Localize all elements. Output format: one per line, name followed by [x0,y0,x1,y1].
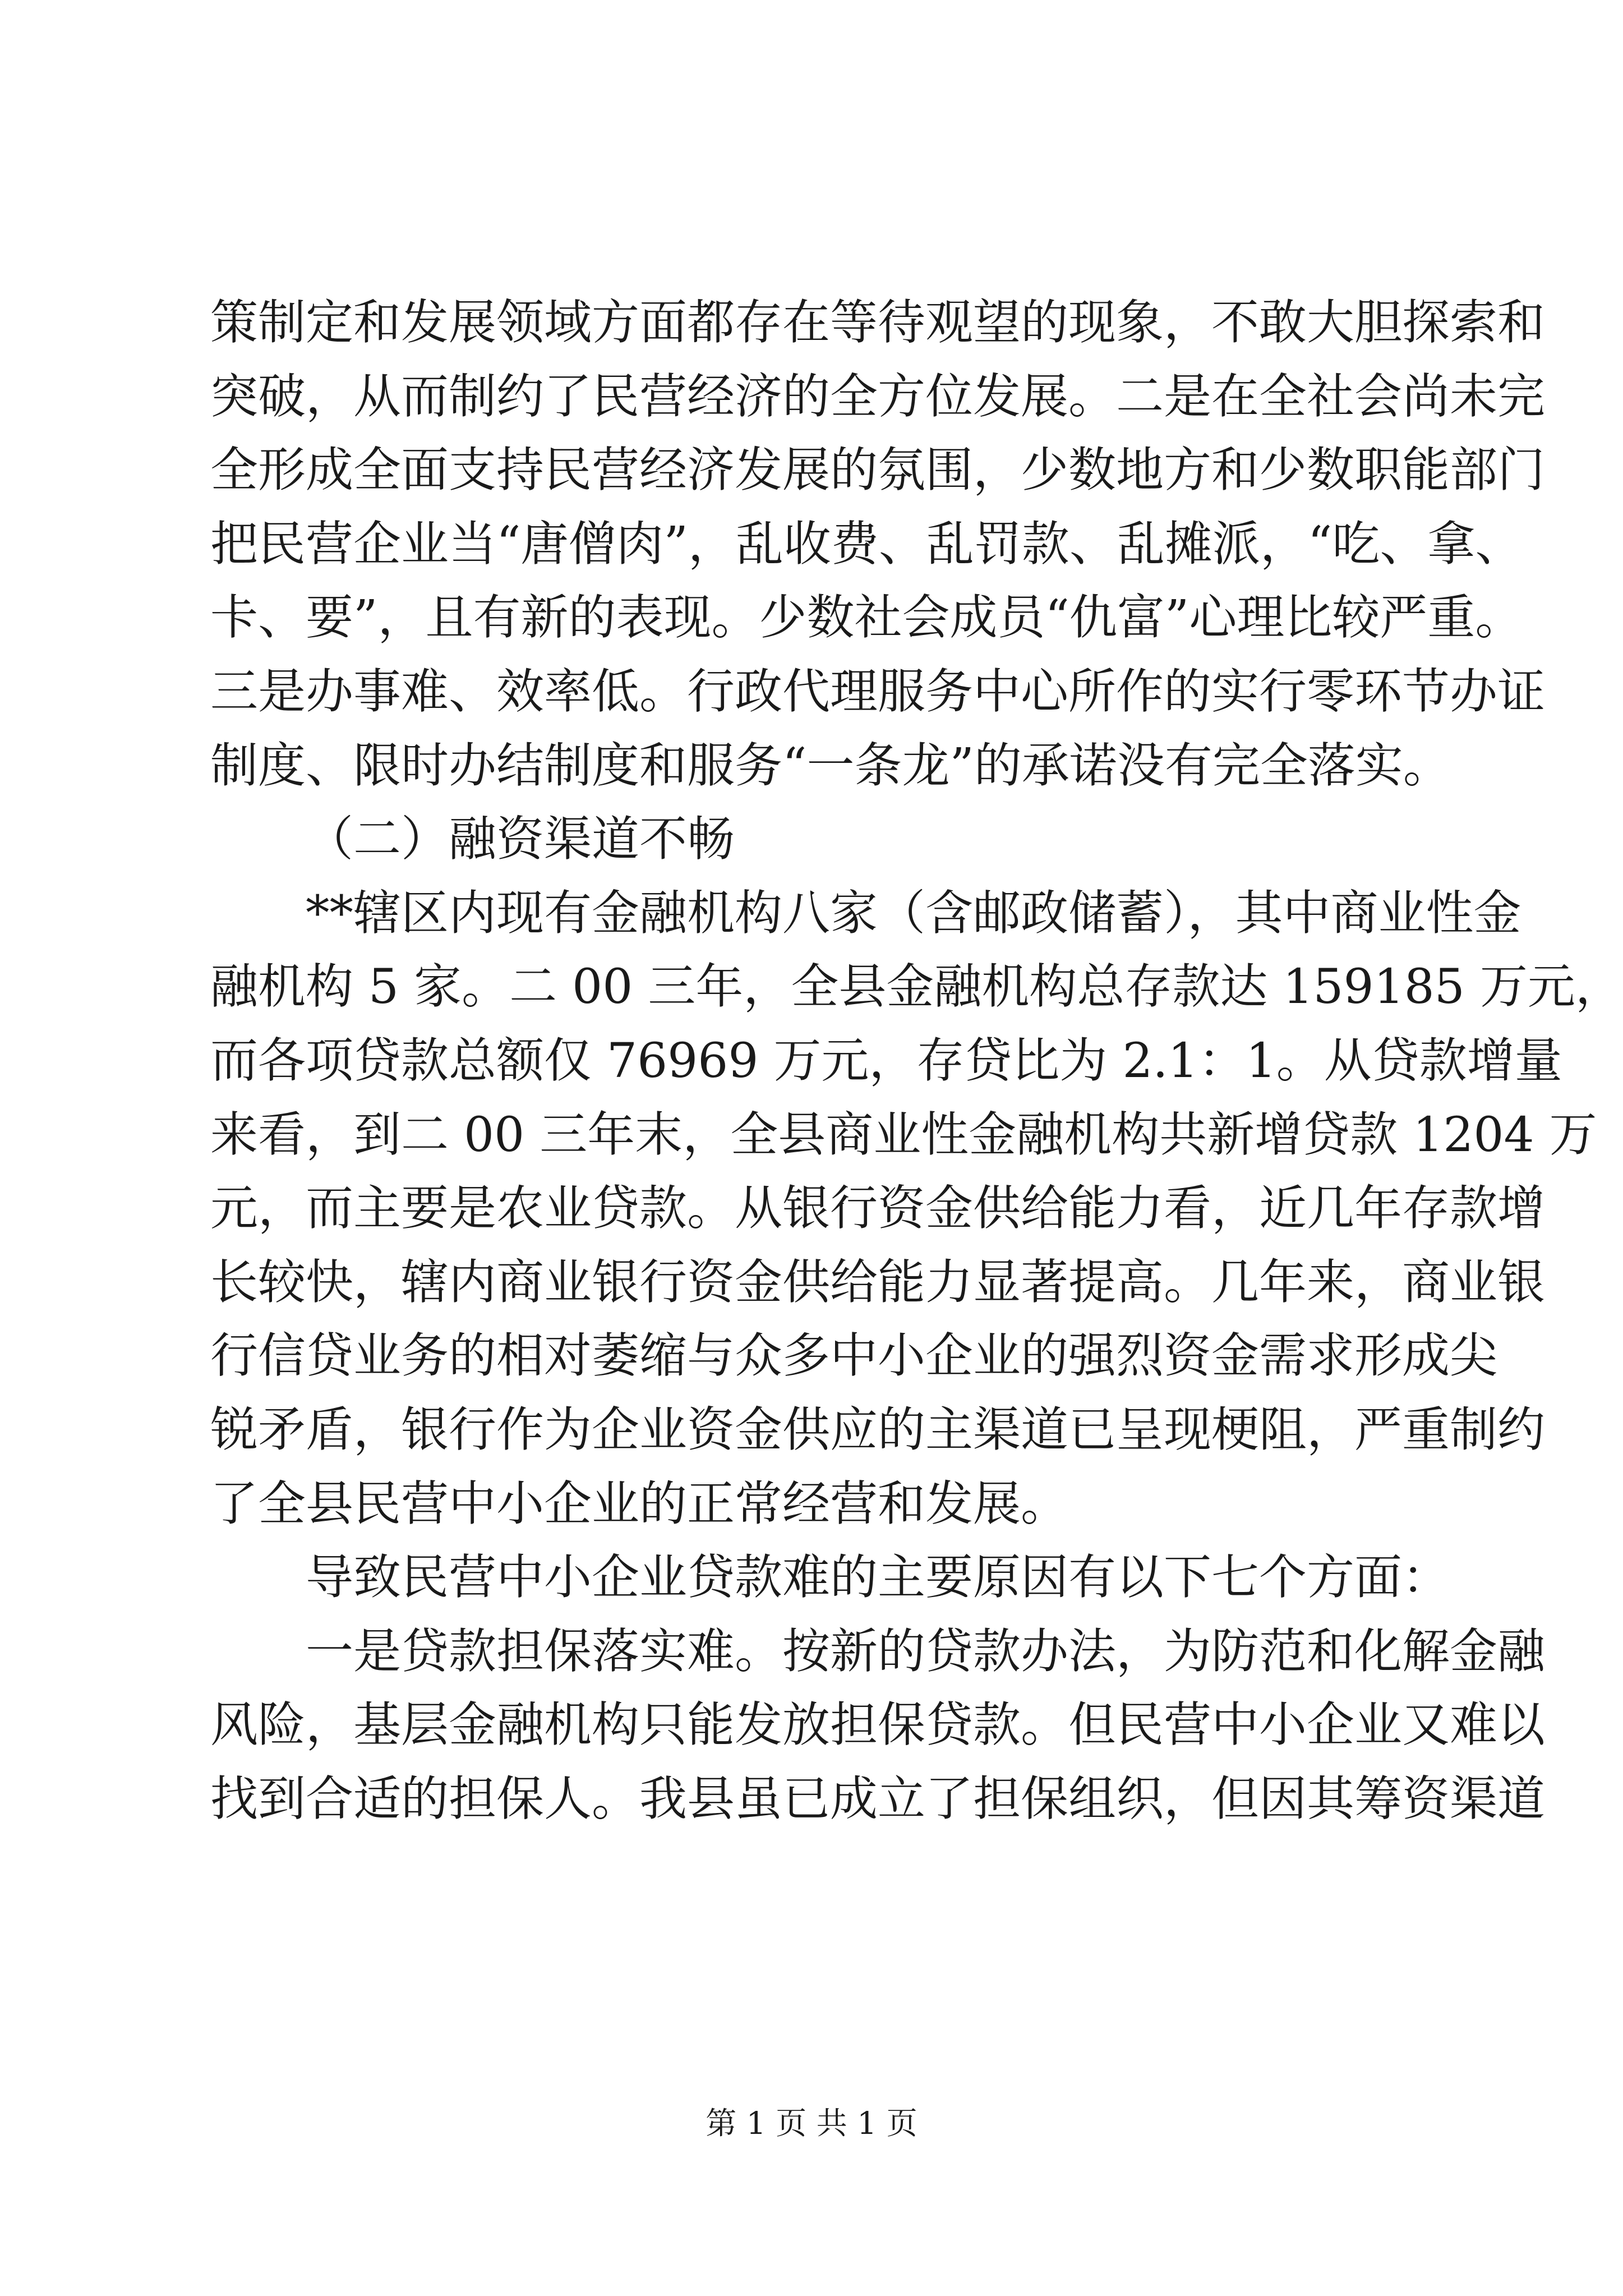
text-line: 三是办事难、效率低。行政代理服务中心所作的实行零环节办证 [210,664,1546,720]
text-line: **辖区内现有金融机构八家（含邮政储蓄），其中商业性金 [306,885,1521,941]
text-line: 行信贷业务的相对萎缩与众多中小企业的强烈资金需求形成尖 [210,1328,1498,1384]
text-line: 一是贷款担保落实难。按新的贷款办法，为防范和化解金融 [306,1623,1546,1680]
document-body [210,286,1623,1836]
text-line: 找到合适的担保人。我县虽已成立了担保组织，但因其筹资渠道 [210,1771,1546,1827]
text-line: 了全县民营中小企业的正常经营和发展。 [210,1476,1069,1532]
text-line: 融机构 5 家。二 00 三年，全县金融机构总存款达 159185 万元， [210,959,1623,1015]
text-line: 把民营企业当“唐僧肉”，乱收费、乱罚款、乱摊派，“吃、拿、 [210,516,1523,572]
text-line: 卡、要”，且有新的表现。少数社会成员“仇富”心理比较严重。 [210,590,1523,646]
text-line: 制度、限时办结制度和服务“一条龙”的承诺没有完全落实。 [210,738,1451,794]
text-line: 元，而主要是农业贷款。从银行资金供给能力看，近几年存款增 [210,1181,1546,1237]
text-line: 策制定和发展领域方面都存在等待观望的现象，不敢大胆探索和 [210,295,1546,351]
text-line: 导致民营中小企业贷款难的主要原因有以下七个方面： [306,1550,1450,1606]
text-line: 风险，基层金融机构只能发放担保贷款。但民营中小企业又难以 [210,1697,1546,1754]
text-line: 突破，从而制约了民营经济的全方位发展。二是在全社会尚未完 [210,369,1546,425]
text-line: 而各项贷款总额仅 76969 万元，存贷比为 2.1：1。从贷款增量 [210,1033,1562,1089]
text-line: 全形成全面支持民营经济发展的氛围，少数地方和少数职能部门 [210,443,1546,499]
text-line: 来看，到二 00 三年末，全县商业性金融机构共新增贷款 1204 万 [210,1107,1597,1163]
page-footer: 第 1 页 共 1 页 [706,2105,917,2141]
text-line: 长较快，辖内商业银行资金供给能力显著提高。几年来，商业银 [210,1254,1546,1310]
text-line: 锐矛盾，银行作为企业资金供应的主渠道已呈现梗阻，严重制约 [210,1402,1546,1458]
section-heading: （二）融资渠道不畅 [306,812,735,868]
